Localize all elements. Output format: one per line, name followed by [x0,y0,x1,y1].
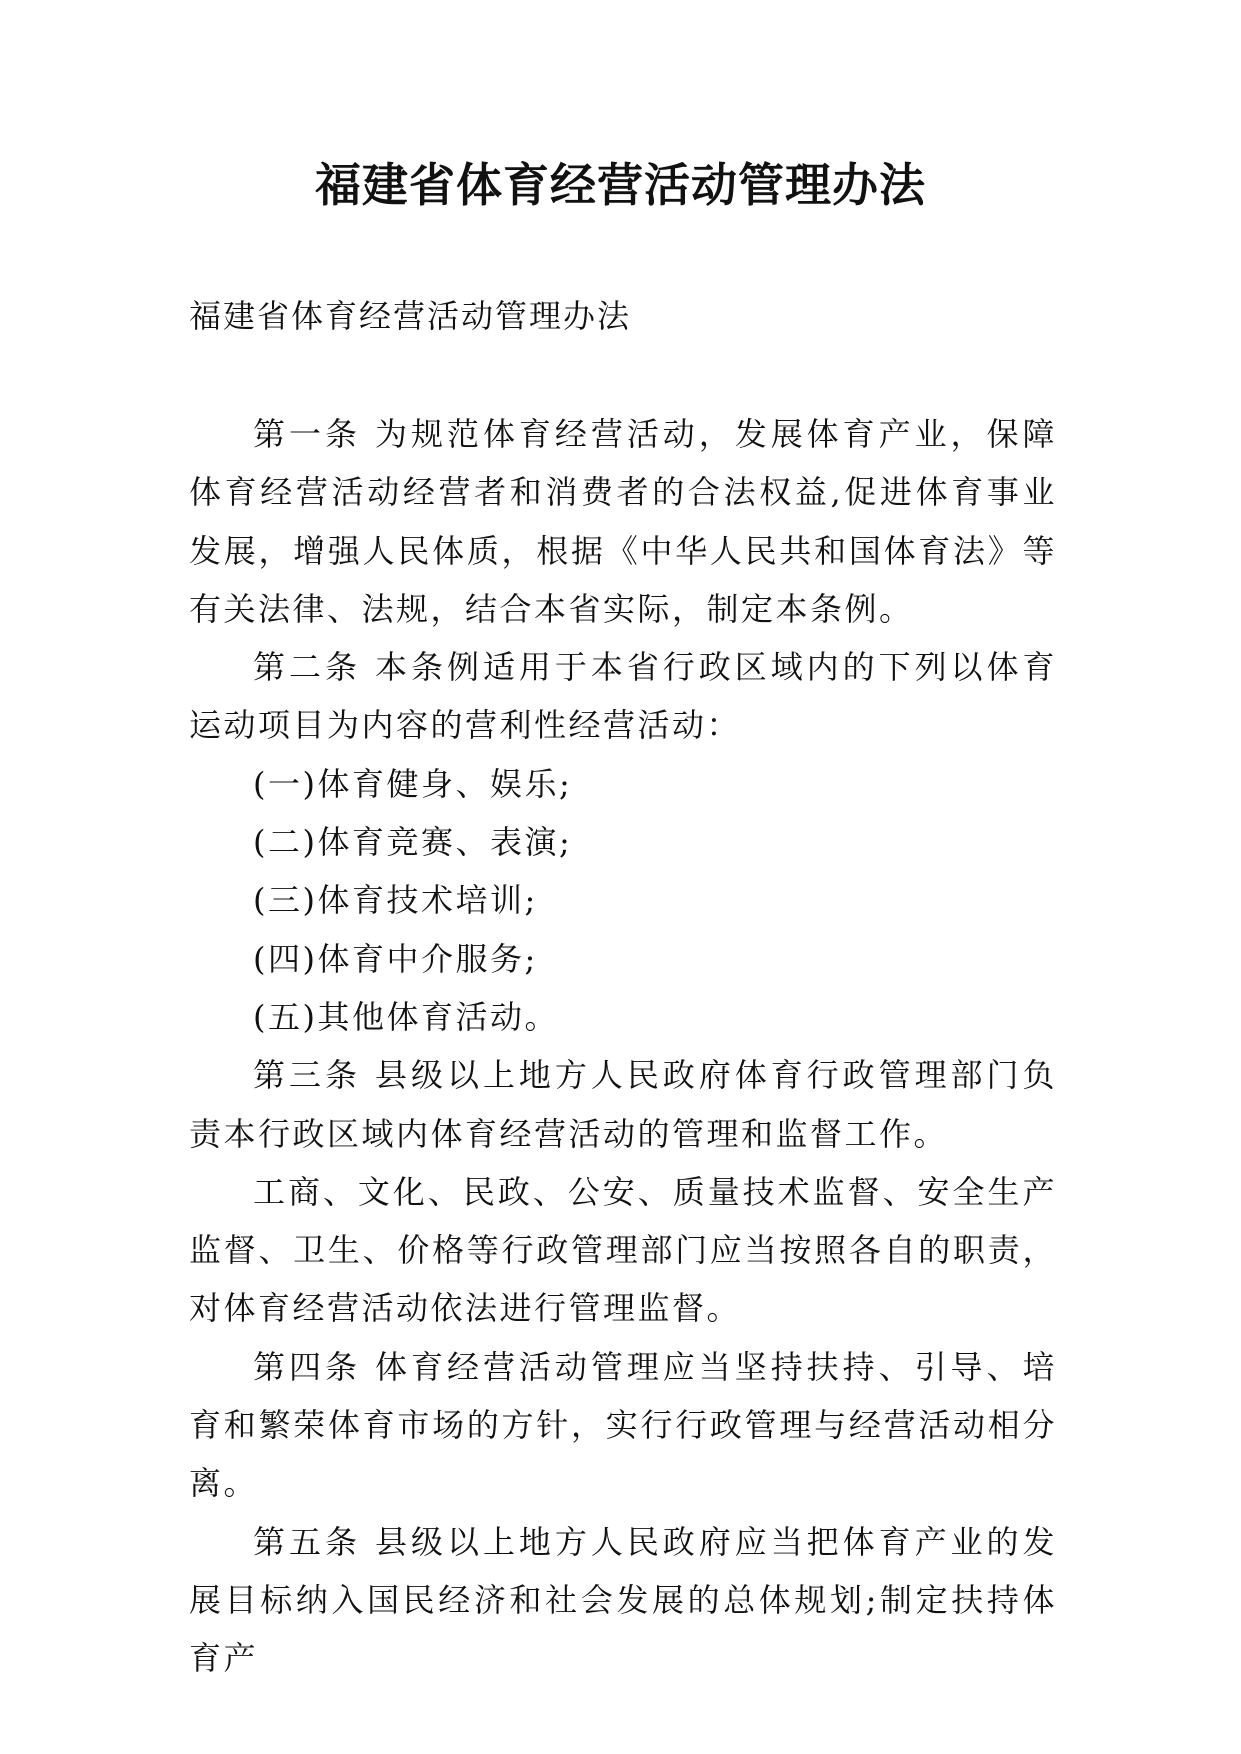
list-item-5: (五)其他体育活动。 [253,997,559,1036]
article-5-paragraph: 第五条 县级以上地方人民政府应当把体育产业的发展目标纳入国民经济和社会发展的总体规划;制定扶持体育产 [189,1522,1057,1678]
document-subtitle: 福建省体育经营活动管理办法 [189,297,632,335]
list-item-4: (四)体育中介服务; [253,939,538,978]
document-title: 福建省体育经营活动管理办法 [315,158,926,212]
article-4-paragraph: 第四条 体育经营活动管理应当坚持扶持、引导、培育和繁荣体育市场的方针，实行行政管理与经营活动相分离。 [189,1347,1057,1503]
list-item-1: (一)体育健身、娱乐; [253,764,573,803]
article-3-paragraph: 第三条 县级以上地方人民政府体育行政管理部门负责本行政区域内体育经营活动的管理和监督工作。 [189,1056,1057,1153]
article-3-paragraph-2: 工商、文化、民政、公安、质量技术监督、安全生产监督、卫生、价格等行政管理部门应当按照各自的职责，对体育经营活动依法进行管理监督。 [189,1172,1057,1328]
list-item-2: (二)体育竞赛、表演; [253,823,573,862]
list-item-3: (三)体育技术培训; [253,881,538,920]
article-1-paragraph: 第一条 为规范体育经营活动，发展体育产业，保障体育经营活动经营者和消费者的合法权益,促进体育事业发展，增强人民体质，根据《中华人民共和国体育法》等有关法律、法规，结合本省实际，制定本条例。 [189,415,1057,628]
article-2-paragraph: 第二条 本条例适用于本省行政区域内的下列以体育运动项目为内容的营利性经营活动： [189,648,1057,745]
document-body [189,405,1057,1688]
